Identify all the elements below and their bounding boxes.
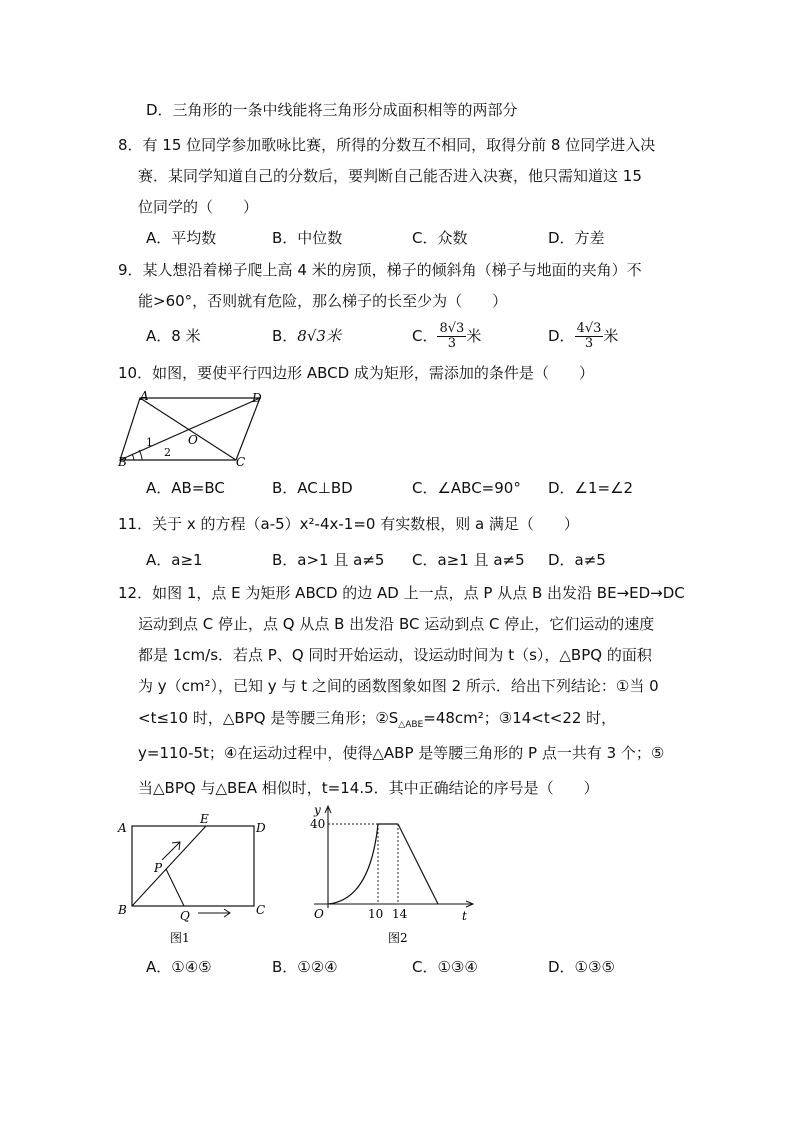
q12-stem-line2: 运动到点 C 停止，点 Q 从点 B 出发沿 BC 运动到点 C 停止，它们运动的速度 bbox=[138, 615, 655, 633]
fig1-label-a: A bbox=[118, 821, 127, 835]
fig2-caption: 图2 bbox=[388, 931, 408, 945]
fig1-label-c: C bbox=[256, 903, 266, 917]
q9-option-c-prefix: C． bbox=[412, 327, 438, 345]
label-d: D bbox=[252, 391, 262, 405]
q8-option-b: B．中位数 bbox=[272, 229, 343, 247]
q9-option-c-unit: 米 bbox=[466, 327, 482, 345]
q12-stem-line1: 12．如图 1，点 E 为矩形 ABCD 的边 AD 上一点，点 P 从点 B 出发沿 BE→ED→DC bbox=[118, 584, 685, 602]
q9-option-c-denominator: 3 bbox=[447, 336, 457, 351]
q9-option-d-prefix: D． bbox=[548, 327, 575, 345]
q7-option-d: D．三角形的一条中线能将三角形分成面积相等的两部分 bbox=[146, 101, 518, 119]
label-c: C bbox=[236, 455, 246, 469]
label-o: O bbox=[188, 433, 198, 447]
q11-option-b: B．a>1 且 a≠5 bbox=[272, 551, 385, 569]
q9-option-d-unit: 米 bbox=[603, 327, 619, 345]
q12-option-c: C．①③④ bbox=[412, 958, 478, 976]
q9-stem-line1: 9．某人想沿着梯子爬上高 4 米的房顶，梯子的倾斜角（梯子与地面的夹角）不 bbox=[118, 261, 642, 279]
fig2-label-t: t bbox=[462, 909, 467, 923]
q11-option-d: D．a≠5 bbox=[548, 551, 606, 569]
q9-option-d-numerator: 4√3 bbox=[576, 321, 602, 336]
segment-be bbox=[132, 826, 206, 906]
fig1-label-b: B bbox=[118, 903, 127, 917]
q12-line5-subscript: △ABE bbox=[398, 720, 424, 730]
q9-option-b-prefix: B． bbox=[272, 327, 298, 345]
q12-option-a: A．①④⑤ bbox=[146, 958, 212, 976]
q12-stem-line6: y=110-5t；④在运动过程中，使得△ABP 是等腰三角形的 P 点一共有 3 个；⑤ bbox=[138, 744, 665, 762]
q9-option-d-fraction bbox=[575, 322, 604, 351]
label-b: B bbox=[118, 455, 127, 469]
q9-option-a: A．8 米 bbox=[146, 327, 201, 345]
fig2-label-o: O bbox=[314, 907, 324, 921]
q10-parallelogram-figure bbox=[112, 388, 272, 472]
q12-figure-1 bbox=[114, 810, 284, 950]
q9-option-c-fraction bbox=[437, 322, 466, 351]
fig1-label-q: Q bbox=[180, 909, 190, 923]
fig2-label-14: 14 bbox=[392, 907, 408, 921]
label-angle-2: 2 bbox=[164, 446, 171, 459]
q12-line5-part2: =48cm²；③14<t<22 时， bbox=[423, 709, 617, 727]
angle-arc bbox=[132, 454, 134, 460]
q12-stem-line3: 都是 1cm/s．若点 P、Q 同时开始运动，设运动时间为 t（s），△BPQ 的面积 bbox=[138, 646, 652, 664]
q12-option-b: B．①②④ bbox=[272, 958, 338, 976]
q9-option-c bbox=[412, 318, 481, 354]
fig2-label-10: 10 bbox=[368, 907, 384, 921]
q8-option-d: D．方差 bbox=[548, 229, 605, 247]
q9-option-d bbox=[548, 318, 618, 354]
q10-option-b: B．AC⊥BD bbox=[272, 479, 353, 497]
q12-stem-line7: 当△BPQ 与△BEA 相似时，t=14.5．其中正确结论的序号是（ ） bbox=[138, 779, 599, 797]
curve-segment bbox=[328, 824, 378, 904]
q9-option-b-value: 8√3米 bbox=[297, 327, 341, 345]
q8-stem-line3: 位同学的（ ） bbox=[138, 198, 259, 216]
q9-option-d-denominator: 3 bbox=[584, 336, 594, 351]
fig1-label-e: E bbox=[200, 812, 209, 826]
fig1-label-p: P bbox=[154, 861, 163, 875]
label-a: A bbox=[140, 389, 149, 403]
q12-option-d: D．①③⑤ bbox=[548, 958, 615, 976]
segment-pq bbox=[166, 869, 184, 906]
q8-stem-line1: 8．有 15 位同学参加歌咏比赛，所得的分数互不相同，取得分前 8 位同学进入决 bbox=[118, 136, 656, 154]
q11-option-c: C．a≥1 且 a≠5 bbox=[412, 551, 525, 569]
descending-segment bbox=[398, 824, 438, 904]
q8-stem-line2: 赛．某同学知道自己的分数后，要判断自己能否进入决赛，他只需知道这 15 bbox=[138, 167, 642, 185]
fig2-label-40: 40 bbox=[310, 817, 326, 831]
fig1-label-d: D bbox=[256, 821, 266, 835]
q9-stem-line2: 能>60°，否则就有危险，那么梯子的长至少为（ ） bbox=[138, 292, 508, 310]
q12-stem-line4: 为 y（cm²），已知 y 与 t 之间的函数图象如图 2 所示．给出下列结论：①当 0 bbox=[138, 677, 659, 695]
q9-option-c-numerator: 8√3 bbox=[439, 321, 465, 336]
q11-option-a: A．a≥1 bbox=[146, 551, 203, 569]
q10-option-d: D．∠1=∠2 bbox=[548, 479, 634, 497]
diagonal-ac bbox=[140, 398, 236, 460]
rectangle-abcd bbox=[132, 826, 254, 906]
fig2-label-y: y bbox=[314, 803, 321, 817]
q8-option-a: A．平均数 bbox=[146, 229, 217, 247]
q10-option-c: C．∠ABC=90° bbox=[412, 479, 521, 497]
q12-line5-part1: <t≤10 时，△BPQ 是等腰三角形；②S bbox=[138, 709, 399, 727]
q8-option-c: C．众数 bbox=[412, 229, 468, 247]
q10-stem: 10．如图，要使平行四边形 ABCD 成为矩形，需添加的条件是（ ） bbox=[118, 364, 594, 382]
q9-option-b bbox=[272, 326, 341, 346]
fig1-caption: 图1 bbox=[170, 931, 190, 945]
q11-stem: 11．关于 x 的方程（a-5）x²-4x-1=0 有实数根，则 a 满足（ ） bbox=[118, 515, 579, 533]
q12-figure-2 bbox=[300, 800, 480, 950]
label-angle-1: 1 bbox=[146, 436, 153, 449]
q10-option-a: A．AB=BC bbox=[146, 479, 225, 497]
q12-stem-line5 bbox=[138, 708, 616, 735]
